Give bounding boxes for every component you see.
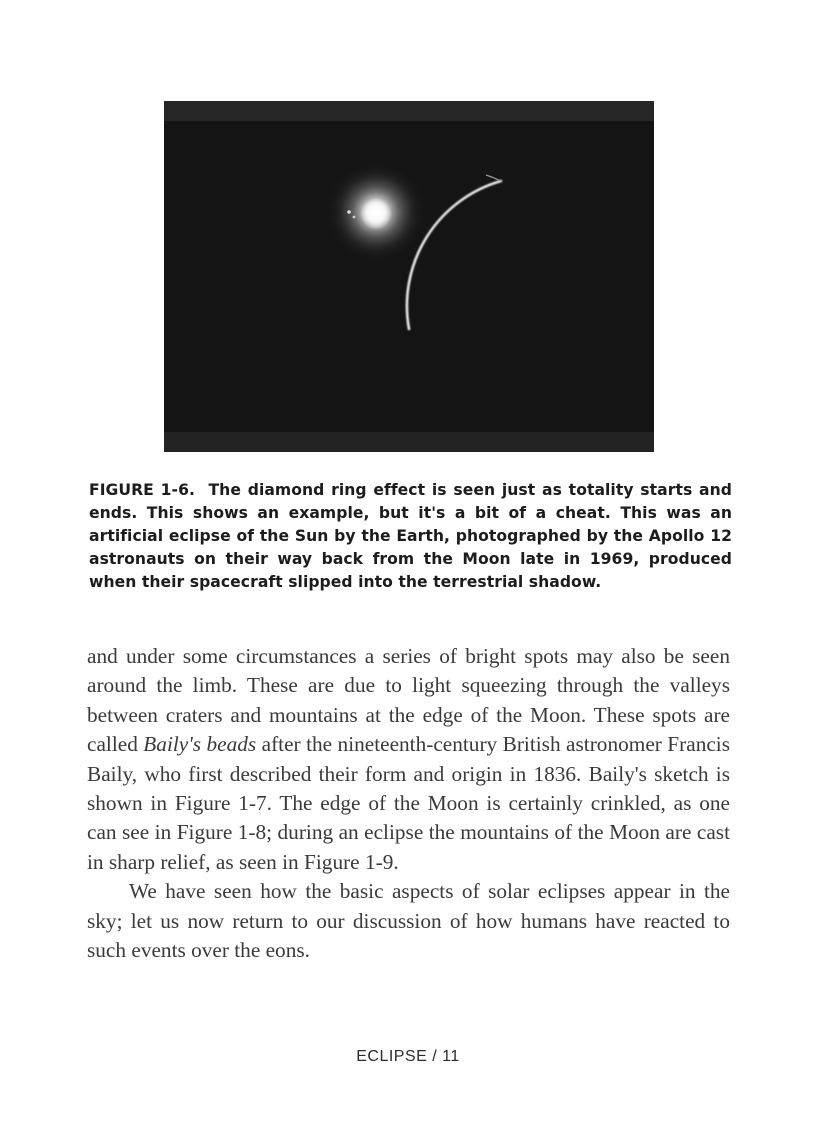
figure-label: FIGURE 1-6.: [89, 481, 195, 499]
page-folio: ECLIPSE / 11: [356, 1048, 460, 1065]
body-text-run: after the nineteenth-century British astronomer Francis Baily, who first described their form and origin in 1836. Baily's sketch is shown in Figure 1-7. The edge of the Moon is certainly crinkled, as one can see in Figure 1-8; during an eclipse the mountains of the Moon are cast in sharp relief, as seen in Figure 1-9.: [87, 732, 731, 874]
diamond-ring-eclipse-photo: [164, 101, 654, 452]
body-text: [87, 642, 730, 965]
bright-spot: [347, 210, 351, 214]
bright-spot: [353, 216, 356, 219]
photo-bottom-band: [164, 432, 654, 452]
figure-caption: [89, 479, 732, 594]
bailys-beads-term: Baily's beads: [143, 732, 257, 757]
figure-caption-text: The diamond ring effect is seen just as totality starts and ends. This shows an example, but it's a bit of a cheat. This was an artificial eclipse of the Sun by the Earth, photographed by the Apollo 12 astronauts on their way back from the Moon late in 1969, produced when their spacecraft slipped into the terrestrial shadow.: [89, 481, 732, 591]
body-paragraph: We have seen how the basic aspects of solar eclipses appear in the sky; let us now return to our discussion of how humans have reacted to such events over the eons.: [87, 879, 730, 963]
diamond-flash: [360, 198, 392, 230]
photo-top-band: [164, 101, 654, 121]
body-text-run: and under some circumstances a series of bright spots may also be seen around the limb. These are due to light squeezing through the valleys between craters and mountains at the edge of the Moon. These spots are called: [87, 644, 730, 757]
body-paragraph: [87, 642, 730, 877]
